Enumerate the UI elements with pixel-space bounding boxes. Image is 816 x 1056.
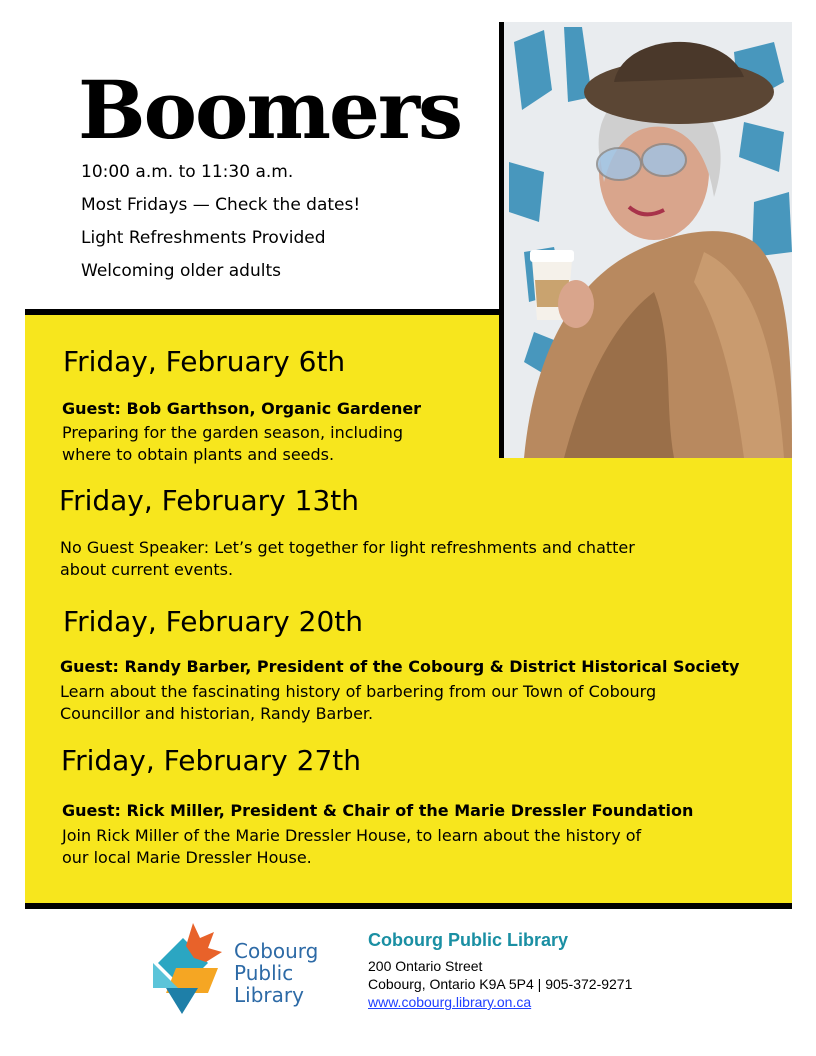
website-link[interactable]: www.cobourg.library.on.ca	[368, 994, 532, 1010]
audience-detail: Welcoming older adults	[81, 261, 281, 281]
event-description-line: Learn about the fascinating history of barbering from our Town of Cobourg	[60, 682, 657, 701]
event-guest: Guest: Rick Miller, President & Chair of the Marie Dressler Foundation	[62, 801, 694, 820]
address-city-phone: Cobourg, Ontario K9A 5P4 | 905-372-9271	[368, 976, 633, 992]
event-description-line: Councillor and historian, Randy Barber.	[60, 703, 374, 723]
library-name: Cobourg Public Library	[368, 930, 569, 950]
event-guest: Guest: Bob Garthson, Organic Gardener	[62, 399, 422, 418]
event-description-line: Join Rick Miller of the Marie Dressler House, to learn about the history of	[62, 826, 642, 845]
frequency-detail: Most Fridays — Check the dates!	[81, 195, 361, 215]
event-description	[62, 422, 403, 465]
event-description-line: where to obtain plants and seeds.	[62, 444, 335, 464]
woman-with-coffee-photo	[499, 22, 792, 458]
logo-line: Cobourg	[234, 939, 319, 963]
address-street: 200 Ontario Street	[368, 958, 483, 974]
time-detail: 10:00 a.m. to 11:30 a.m.	[81, 162, 294, 182]
logo-line: Public	[234, 961, 294, 985]
event-description	[60, 681, 656, 724]
event-description	[60, 537, 635, 580]
event-date: Friday, February 27th	[61, 744, 361, 777]
logo-line: Library	[234, 983, 304, 1007]
refreshments-detail: Light Refreshments Provided	[81, 228, 326, 248]
event-description	[62, 825, 641, 868]
event-date: Friday, February 13th	[59, 484, 359, 517]
event-guest: Guest: Randy Barber, President of the Cobourg & District Historical Society	[60, 657, 740, 676]
event-description-line: about current events.	[60, 559, 234, 579]
event-date: Friday, February 20th	[63, 605, 363, 638]
event-date: Friday, February 6th	[63, 345, 346, 378]
event-description-line: No Guest Speaker: Let’s get together for light refreshments and chatter	[60, 538, 635, 557]
event-description-line: our local Marie Dressler House.	[62, 847, 312, 867]
cobourg-library-logo-icon	[148, 918, 232, 1022]
page-title: Boomers	[78, 63, 462, 157]
event-description-line: Preparing for the garden season, including	[62, 423, 404, 442]
logo-wordmark	[234, 940, 318, 1006]
